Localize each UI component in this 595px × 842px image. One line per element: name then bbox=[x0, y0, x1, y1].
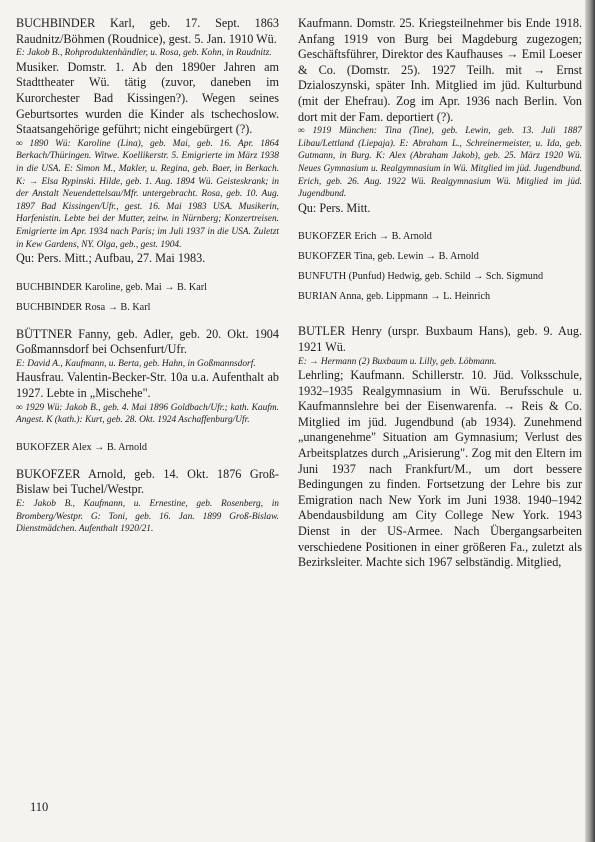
entry-body: Musiker. Domstr. 1. Ab den 1890er Jahren am Stadttheater Wü. tätig (zuvor, daneben im Kurorchester Bad Kissingen?). Wegen seines Geburtsortes wurden die Kinder als tschechoslow. Staatsangehörige geführt; nicht eingebürgert (?). bbox=[16, 59, 279, 137]
entry-heading: BUKOFZER Arnold, geb. 14. Okt. 1876 Groß-Bislaw bei Tuchel/Westpr. bbox=[16, 466, 279, 497]
page-edge-shadow bbox=[585, 0, 595, 842]
entry-buettner-fanny bbox=[16, 327, 279, 427]
entry-bukofzer-arnold-continued bbox=[298, 16, 582, 216]
cross-reference: BURIAN Anna, geb. Lippmann → L. Heinrich bbox=[298, 291, 491, 303]
entry-heading: BÜTTNER Fanny, geb. Adler, geb. 20. Okt. 1904 Goßmannsdorf bei Ochsenfurt/Ufr. bbox=[16, 326, 279, 357]
entry-buchbinder-karl bbox=[16, 16, 279, 267]
entry-bukofzer-arnold bbox=[16, 467, 279, 536]
entry-family: ∞ 1890 Wü: Karoline (Lina), geb. Mai, geb. 16. Apr. 1864 Berkach/Thüringen. Witwe. Koellikerstr. 5. Emigrierte im März 1938 in die USA. E: Simon M., Makler, u. Regina, geb. Baer, in Berkach. K: → Elsa Rypinski. Hilde, geb. 1. Aug. 1894 Wü. Geisteskrank; in der Anstalt Neuendettelsau/Mfr. untergebracht. Rosa, geb. 10. Aug. 1897 Bad Kissingen/Ufr., gest. 16. Mai 1983 USA. Musikerin, Harfenistin. Lebte bei der Mutter, zeitw. in Nürnberg; Konzertreisen. Emigrierte im Apr. 1934 nach Paris; im Juli 1937 in die USA. Zuletzt in Kew Gardens, NY. Olga, geb., gest. 1904. bbox=[16, 138, 279, 250]
entry-family: ∞ 1929 Wü: Jakob B., geb. 4. Mai 1896 Goldbach/Ufr.; kath. Kaufm. Angest. K (kath.): Kurt, geb. 28. Okt. 1924 Aschaffenburg/Ufr. bbox=[16, 402, 279, 426]
cross-reference: BUKOFZER Erich → B. Arnold bbox=[298, 231, 432, 243]
cross-reference: BUCHBINDER Rosa → B. Karl bbox=[16, 301, 151, 313]
entry-butler-henry bbox=[298, 324, 582, 571]
entry-family: ∞ 1919 München: Tina (Tine), geb. Lewin, geb. 13. Juli 1887 Libau/Lettland (Liepaja). E: Abraham L., Schreinermeister, u. Ida, geb. Gutmann, in Burg. K: Alex (Abraham Jakob), geb. 25. März 1920 Wü. Neues Gymnasium u. Realgymnasium in Wü. Mitglied im jüd. Jugendbund. Erich, geb. 26. Aug. 1922 Wü. Realgymnasium Wü. Mitglied im jüd. Jugendbund. bbox=[298, 126, 582, 200]
cross-reference: BUKOFZER Alex → B. Arnold bbox=[16, 441, 148, 453]
right-column bbox=[298, 16, 582, 571]
entry-body: Lehrling; Kaufmann. Schillerstr. 10. Jüd. Volksschule, 1932–1935 Realgymnasium in Wü. Berufsschule u. Kaufmannslehre bei der Eisenwarenfa. → Reis & Co. Mitglied im jüd. Jugendbund (ab 1934). Zunehmend „unangenehme" Situation am Gymnasium; Verlust des Arbeitsplatzes durch „Arisierung". Zog mit den Eltern im Juni 1937 nach Frankfurt/M., um dort bessere Bedingungen zu finden. Fortsetzung der Lehre bis zur Emigration nach New York im Juni 1938. 1940–1942 Abendausbildung am City College New York. 1943 Dienst in der US-Armee. Nach Übergangsarbeiten verschiedene Positionen in einer größeren Fa., zuletzt als Bezirksleiter. Machte sich 1967 selbständig. Mitglied, bbox=[298, 368, 582, 570]
entry-parents: E: David A., Kaufmann, u. Berta, geb. Hahn, in Goßmannsdorf. bbox=[16, 358, 256, 369]
entry-sources: Qu: Pers. Mitt.; Aufbau, 27. Mai 1983. bbox=[16, 251, 206, 266]
cross-reference: BUCHBINDER Karoline, geb. Mai → B. Karl bbox=[16, 281, 207, 293]
entry-body: Hausfrau. Valentin-Becker-Str. 10a u.a. Aufenthalt ab 1927. Lebte in „Mischehe". bbox=[16, 370, 279, 401]
cross-reference: BUKOFZER Tina, geb. Lewin → B. Arnold bbox=[298, 251, 479, 263]
entry-heading: BUCHBINDER Karl, geb. 17. Sept. 1863 Raudnitz/Böhmen (Roudnice), gest. 5. Jan. 1910 Wü. bbox=[16, 16, 279, 46]
entry-parents: E: Jakob B., Rohproduktenhändler, u. Rosa, geb. Kohn, in Raudnitz. bbox=[16, 48, 272, 59]
entry-heading: BUTLER Henry (urspr. Buxbaum Hans), geb. 9. Aug. 1921 Wü. bbox=[298, 324, 582, 354]
entry-body: Kaufmann. Domstr. 25. Kriegsteilnehmer bis Ende 1918. Anfang 1919 von Burg bei Magdeburg zugezogen; Geschäftsführer, Direktor des Kaufhauses → Emil Loeser & Co. (Domstr. 25). 1927 Teilh. mit → Ernst Dzialoszynski, später Inh. Mitglied im jüd. Kulturbund (mit der Ehefrau). Zog im Apr. 1936 nach Berlin. Von dort mit der Fam. deportiert (?). bbox=[298, 16, 582, 124]
entry-parents: E: → Hermann (2) Buxbaum u. Lilly, geb. Löbmann. bbox=[298, 356, 497, 367]
left-column bbox=[16, 16, 279, 536]
entry-parents: E: Jakob B., Kaufmann, u. Ernestine, geb. Rosenberg, in Bromberg/Westpr. G: Toni, geb. 16. Jan. 1899 Groß-Bislaw. Dienstmädchen. Aufenthalt 1920/21. bbox=[16, 499, 279, 535]
entry-sources: Qu: Pers. Mitt. bbox=[298, 200, 371, 215]
page-number: 110 bbox=[30, 800, 49, 814]
cross-reference: BUNFUTH (Punfud) Hedwig, geb. Schild → Sch. Sigmund bbox=[298, 271, 544, 283]
